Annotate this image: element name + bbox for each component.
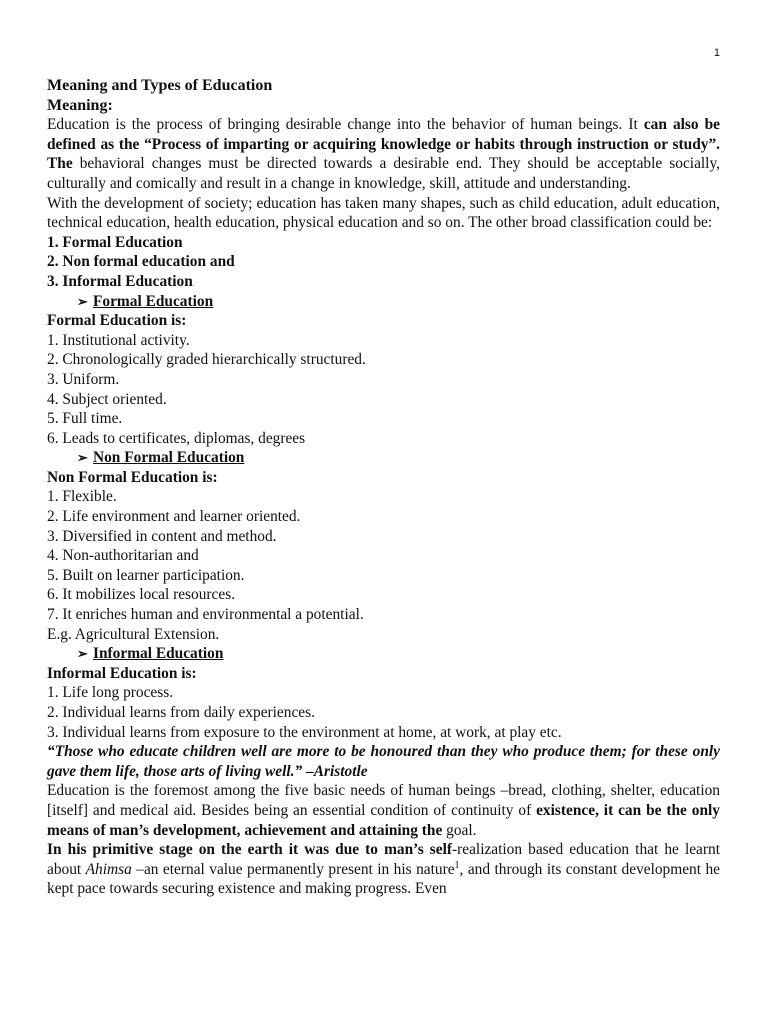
list-item: 3. Diversified in content and method. [47, 527, 277, 545]
document-body [47, 76, 720, 899]
list-item: 1. Flexible. [47, 488, 117, 506]
formal-education-heading: Formal Education is: [47, 312, 187, 330]
primitive-stage-paragraph: In his primitive stage on the earth it was due to man’s self-realization based education that he learnt about Ahimsa –an eternal value permanently present in his nature$^1$, and through its constant development he kept pace towards securing existence and making progress. Even [47, 841, 720, 898]
list-item: 7. It enriches human and environmental a potential. [47, 606, 364, 624]
list-item: E.g. Agricultural Extension. [47, 625, 220, 643]
list-item: 6. It mobilizes local resources. [47, 586, 236, 604]
list-item: 2. Chronologically graded hierarchically structured. [47, 351, 366, 369]
document-title: Meaning and Types of Education [47, 77, 273, 94]
formal-education-bullet: ➢ Formal Education [77, 292, 214, 310]
list-item: 2. Individual learns from daily experiences. [47, 704, 315, 721]
non-formal-education-bullet: ➢ Non Formal Education [77, 449, 245, 467]
list-item: 4. Subject oriented. [47, 390, 167, 408]
meaning-paragraph-1: Education is the process of bringing desirable change into the behavior of human beings. It can also be defined as the “Process of imparting or acquiring knowledge or habits through instruction or study”. The behavioral changes must be directed towards a desirable end. They should be acceptable socially, culturally and comically and result in a change in knowledge, skill, attitude and understanding. [47, 116, 721, 192]
informal-education-bullet: ➢ Informal Education [77, 645, 224, 663]
basic-needs-paragraph: Education is the foremost among the five basic needs of human beings –bread, clothing, shelter, education [itself] and medical aid. Besides being an essential condition of continuity of existence, it can be the only means of man’s development, achievement and attaining the goal. [47, 782, 720, 839]
page-number: 1 [713, 47, 720, 59]
list-item: 1. Institutional activity. [47, 331, 190, 349]
arrow-bullet-icon: ➢ [77, 646, 88, 662]
aristotle-quote: “Those who educate children well are more to be honoured than they who produce them; for these only gave them life, those arts of living well.” –Aristotle [47, 743, 720, 780]
footnote-marker: 1 [454, 859, 460, 871]
list-item: 1. Life long process. [47, 684, 174, 702]
non-formal-education-heading: Non Formal Education is: [47, 468, 218, 486]
list-item: 6. Leads to certificates, diplomas, degrees [47, 429, 306, 447]
classification-item: 1. Formal Education [47, 233, 183, 251]
meaning-paragraph-2: With the development of society; education has taken many shapes, such as child education, adult education, technical education, health education, physical education and so on. The other broad classification could be: [47, 194, 720, 232]
arrow-bullet-icon: ➢ [77, 450, 88, 466]
list-item: 3. Uniform. [47, 370, 120, 388]
list-item: 5. Full time. [47, 410, 123, 428]
list-item: 5. Built on learner participation. [47, 566, 245, 584]
meaning-heading: Meaning: [47, 96, 113, 114]
arrow-bullet-icon: ➢ [77, 293, 88, 309]
list-item: 3. Individual learns from exposure to the environment at home, at work, at play etc. [47, 723, 562, 741]
classification-item: 2. Non formal education and [47, 253, 235, 271]
list-item: 2. Life environment and learner oriented. [47, 508, 301, 526]
classification-item: 3. Informal Education [47, 272, 193, 290]
list-item: 4. Non-authoritarian and [47, 547, 199, 565]
informal-education-heading: Informal Education is: [47, 664, 197, 682]
